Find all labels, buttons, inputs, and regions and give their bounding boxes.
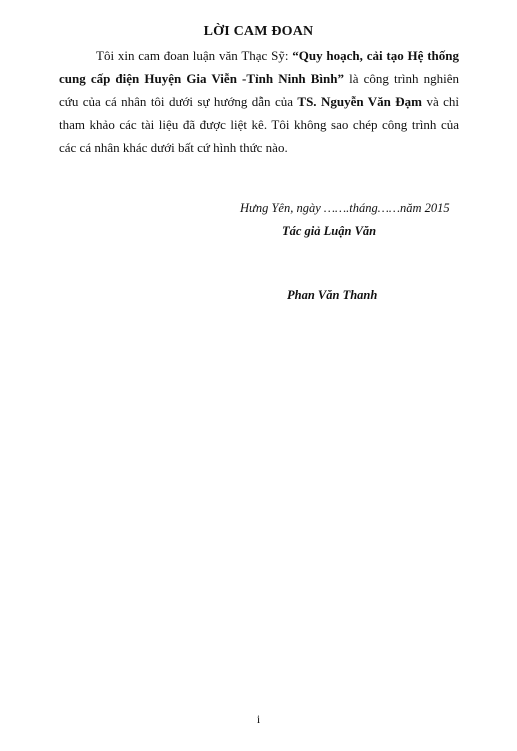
paragraph-text-3: và chỉ tham khảo các tài liệu đã được liệt kê. Tôi không sao chép công trình của các cá nhân khác dưới bất cứ hình thức nào. — [59, 94, 460, 155]
author-name: Phan Văn Thanh — [287, 288, 378, 302]
document-title: LỜI CAM ĐOAN — [203, 24, 314, 39]
paragraph-text-1: Tôi xin cam đoan luận văn Thạc Sỹ: — [96, 48, 293, 63]
page-number: i — [256, 712, 261, 726]
declaration-paragraph — [59, 44, 459, 159]
author-role: Tác giả Luận Văn — [282, 224, 377, 238]
paragraph-text-2: là công trình nghiên cứu của cá nhân tôi dưới sự hướng dẫn của — [59, 71, 459, 109]
advisor-name: TS. Nguyễn Văn Đạm — [297, 94, 423, 109]
place-date: Hưng Yên, ngày …….tháng……năm 2015 — [240, 201, 450, 215]
thesis-title: “Quy hoạch, cải tạo Hệ thống cung cấp điện Huyện Gia Viễn -Tỉnh Ninh Bình” — [59, 48, 459, 86]
